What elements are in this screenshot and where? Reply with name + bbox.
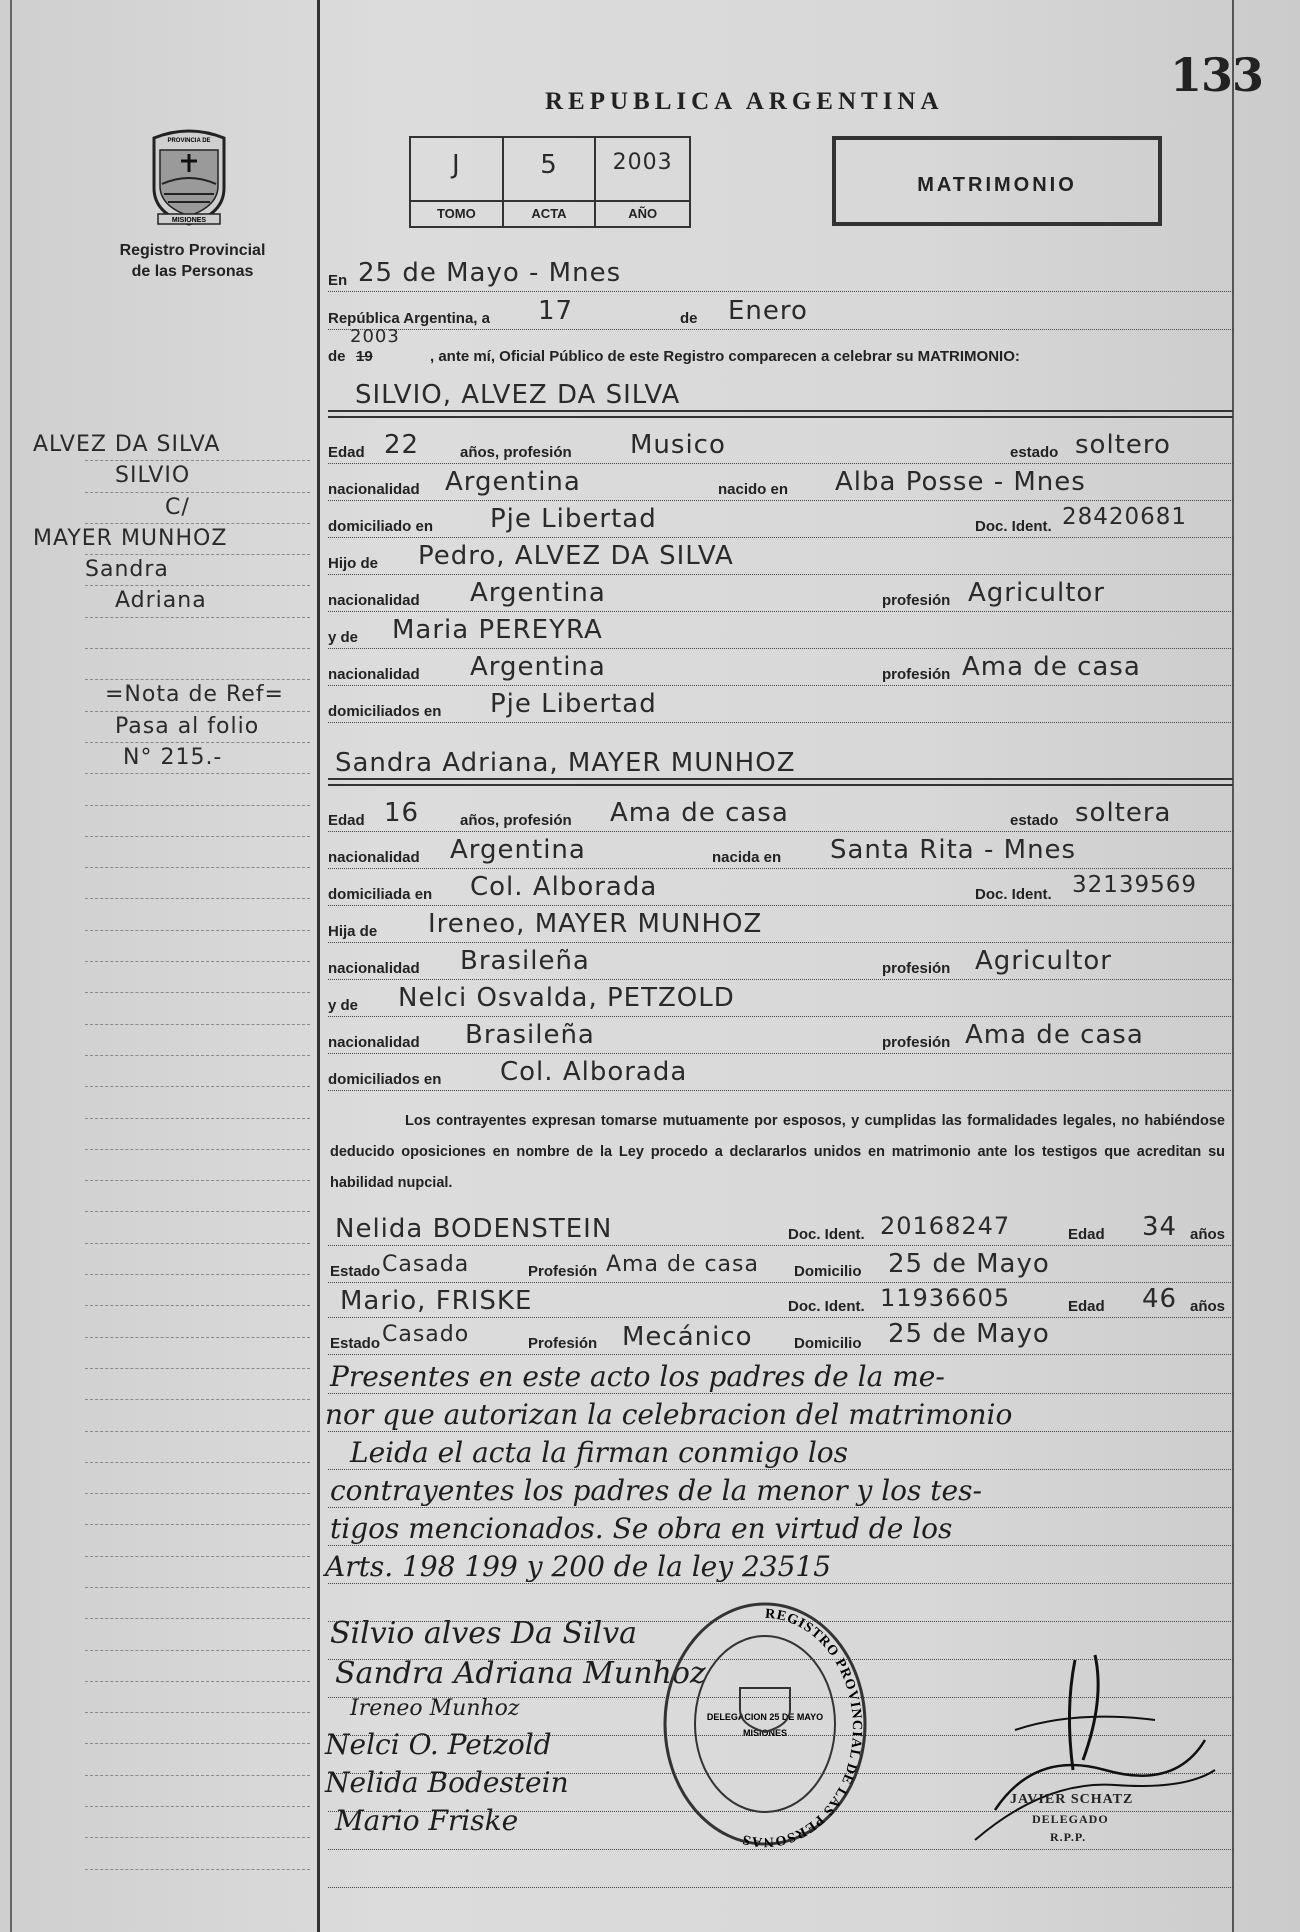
bride-father-profession: Agricultor [975,946,1112,976]
folio-number: 133 [1170,48,1264,102]
signature: Silvio alves Da Silva [330,1616,638,1651]
nacionalidad-label: nacionalidad [328,960,420,977]
witness-edad-label: Edad [1068,1226,1105,1243]
bride-nationality: Argentina [450,835,586,865]
groom-born-in: Alba Posse - Mnes [835,467,1086,497]
note-line: nor que autorizan la celebracion del matrimonio [325,1398,1013,1431]
province-crest-icon [148,128,230,226]
bride-name: Sandra Adriana, MAYER MUNHOZ [335,748,796,778]
country-title: REPUBLICA ARGENTINA [545,88,944,115]
nacionalidad-label: nacionalidad [328,849,420,866]
hijo-label: Hijo de [328,555,379,572]
nacionalidad-label: nacionalidad [328,666,420,683]
witness-1-age: 34 [1142,1212,1178,1242]
de-label: de [680,310,698,327]
margin-note-line: ALVEZ DA SILVA [33,432,221,457]
doc-label: Doc. Ident. [975,518,1052,535]
bride-mother: Nelci Osvalda, PETZOLD [398,983,735,1013]
nacida-label: nacida en [712,849,782,866]
en-label: En [328,272,348,289]
republica-label: República Argentina, a [328,310,490,327]
groom-father: Pedro, ALVEZ DA SILVA [418,541,734,571]
margin-note-line: Pasa al folio [115,713,260,739]
acta-value: 5 [540,150,558,180]
bride-age: 16 [384,798,420,828]
profesion-label: profesión [882,592,951,609]
margin-note-line: SILVIO [115,463,191,489]
profesion-label: años, profesión [460,444,572,461]
witness-domicilio-label: Domicilio [794,1335,862,1352]
witness-profesion-label: Profesión [528,1263,598,1280]
note-line: Leida el acta la firman conmigo los [350,1436,849,1469]
profesion-label: años, profesión [460,812,572,829]
note-line: tigos mencionados. Se obra en virtud de los [330,1512,953,1545]
groom-father-profession: Agricultor [968,578,1105,608]
domiciliados-label: domiciliados en [328,1071,442,1088]
bride-born-in: Santa Rita - Mnes [830,835,1077,865]
edad-label: Edad [328,444,365,461]
official-signature-icon [955,1650,1225,1870]
margin-note-line: C/ [165,494,190,520]
estado-label: estado [1010,444,1059,461]
doc-label: Doc. Ident. [975,886,1052,903]
signature: Mario Friske [335,1804,519,1837]
witness-estado-label: Estado [330,1335,381,1352]
witness-anios-label: años [1190,1226,1226,1243]
signature: Nelci O. Petzold [325,1728,552,1761]
anio-label: AÑO [596,200,689,226]
registry-title-line: Registro Provincial [119,242,266,259]
bride-doc: 32139569 [1072,872,1198,898]
witness-edad-label: Edad [1068,1298,1105,1315]
margin-note-line: MAYER MUNHOZ [33,525,228,551]
anio-cell [596,138,689,226]
groom-profession: Musico [630,430,726,460]
seal-center-text-2: MISIONES [742,1728,788,1738]
note-line: Presentes en este acto los padres de la me- [330,1360,945,1393]
witness-domicilio-label: Domicilio [794,1263,862,1280]
anio-value: 2003 [612,150,673,175]
yde-label: y de [328,997,359,1014]
bride-status: soltera [1075,798,1172,828]
acta-label: ACTA [504,200,595,226]
signature: Ireneo Munhoz [350,1696,520,1721]
note-line: contrayentes los padres de la menor y los tes- [330,1474,982,1507]
bride-mother-nationality: Brasileña [465,1020,595,1050]
groom-doc: 28420681 [1062,504,1188,530]
official-role: DELEGADO [1032,1812,1109,1826]
domiciliados-label: domiciliados en [328,703,442,720]
witness-1-doc: 20168247 [880,1212,1011,1240]
nacionalidad-label: nacionalidad [328,481,420,498]
groom-age: 22 [384,430,420,460]
profesion-label: profesión [882,1034,951,1051]
acta-cell [504,138,597,226]
bride-profession: Ama de casa [610,798,789,828]
groom-mother-nationality: Argentina [470,652,606,682]
nacido-label: nacido en [718,481,789,498]
edad-label: Edad [328,812,365,829]
witness-2-name: Mario, FRISKE [340,1286,533,1316]
registry-title [80,240,305,282]
witness-anios-label: años [1190,1298,1226,1315]
tomo-cell [411,138,504,226]
witness-2-status: Casado [382,1322,470,1347]
margin-note-line: Sandra [85,557,169,583]
intro-text: , ante mí, Oficial Público de este Registro comparecen a celebrar su MATRIMONIO: [430,348,1020,365]
profesion-label: profesión [882,666,951,683]
left-margin-rule [10,0,12,1932]
domiciliada-label: domiciliada en [328,886,433,903]
tomo-label: TOMO [411,200,502,226]
groom-address: Pje Libertad [490,504,657,534]
nacionalidad-label: nacionalidad [328,592,420,609]
margin-note [33,430,310,1870]
witness-1-address: 25 de Mayo [888,1249,1050,1279]
bride-mother-profession: Ama de casa [965,1020,1144,1050]
witness-1-status: Casada [382,1252,470,1277]
signature: Sandra Adriana Munhoz [335,1656,706,1691]
witness-2-address: 25 de Mayo [888,1319,1050,1349]
profesion-label: profesión [882,960,951,977]
witness-2-doc: 11936605 [880,1284,1011,1312]
bride-address: Col. Alborada [470,872,658,902]
witness-estado-label: Estado [330,1263,381,1280]
margin-note-line: Adriana [115,588,207,614]
witness-1-name: Nelida BODENSTEIN [335,1214,613,1244]
groom-mother-profession: Ama de casa [962,652,1141,682]
month-value: Enero [728,296,808,326]
de2-label: de [328,348,346,365]
estado-label: estado [1010,812,1059,829]
witness-1-profession: Ama de casa [606,1252,759,1277]
bride-father-nationality: Brasileña [460,946,590,976]
declaration-text: Los contrayentes expresan tomarse mutuamente por esposos, y cumplidas las formalidades legales, no habiéndose deducido oposiciones en nombre de la Ley procedo a declararlos unidos en matrimonio ante los testigos que acreditan su habilidad nupcial. [330,1113,1225,1191]
nacionalidad-label: nacionalidad [328,1034,420,1051]
official-seal [660,1600,870,1848]
groom-father-nationality: Argentina [470,578,606,608]
seal-center-text: DELEGACION 25 DE MAYO [706,1712,824,1722]
witness-doc-label: Doc. Ident. [788,1226,865,1243]
official-org: R.P.P. [1050,1830,1087,1844]
crest-top-text: PROVINCIA DE [167,138,211,144]
bride-parents-address: Col. Alborada [500,1057,688,1087]
hija-label: Hija de [328,923,378,940]
yde-label: y de [328,629,359,646]
record-id-box [409,136,691,228]
margin-note-line: N° 215.- [123,744,223,770]
column-divider [317,0,320,1932]
registry-title-line: de las Personas [131,263,254,280]
tomo-value: J [451,150,461,180]
witness-doc-label: Doc. Ident. [788,1298,865,1315]
groom-status: soltero [1075,430,1171,460]
domiciliado-label: domiciliado en [328,518,434,535]
groom-mother: Maria PEREYRA [392,615,603,645]
day-value: 17 [538,296,574,326]
year-written: 2003 [350,326,400,347]
witness-profesion-label: Profesión [528,1335,598,1352]
official-name: JAVIER SCHATZ [1010,1792,1134,1807]
groom-nationality: Argentina [445,467,581,497]
groom-parents-address: Pje Libertad [490,689,657,719]
witness-2-age: 46 [1142,1284,1178,1314]
act-type-box: MATRIMONIO [832,136,1162,226]
crest-bottom-text: MISIONES [171,217,207,224]
bride-father: Ireneo, MAYER MUNHOZ [428,909,763,939]
seal-ring-text: REGISTRO PROVINCIAL DE LAS PERSONAS [740,1606,865,1848]
note-line: Arts. 198 199 y 200 de la ley 23515 [325,1550,832,1583]
witness-2-profession: Mecánico [622,1322,753,1352]
year-printed: 19 [356,348,373,365]
groom-name: SILVIO, ALVEZ DA SILVA [355,380,681,410]
margin-note-line: =Nota de Ref= [105,682,284,708]
signature: Nelida Bodestein [325,1766,569,1799]
place-value: 25 de Mayo - Mnes [358,258,622,288]
